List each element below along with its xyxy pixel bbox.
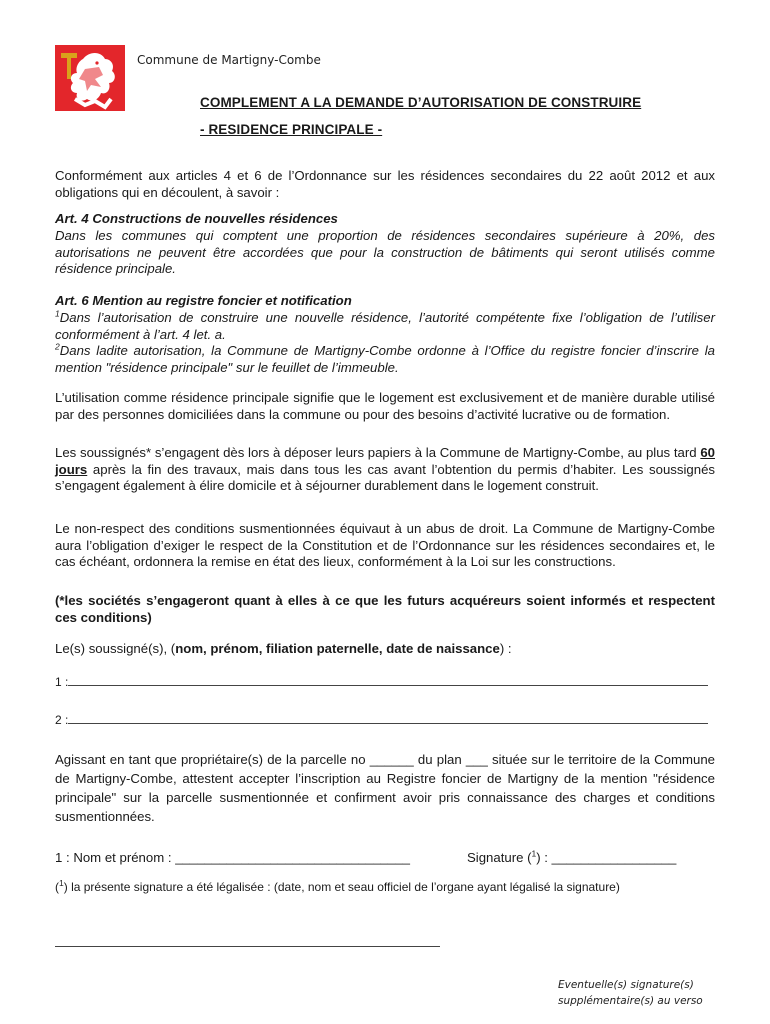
legalisation-signature-line[interactable] [55, 946, 440, 947]
name-signature-line[interactable] [55, 850, 455, 867]
soussignes-fields: nom, prénom, filiation paternelle, date de naissance [175, 641, 500, 656]
usage-paragraph: L’utilisation comme résidence principale signifie que le logement est exclusivement et de manière durable utilisé par des personnes domiciliées dans la commune ou pour des besoins d’activité lucrative ou de formation. [55, 390, 715, 422]
signatory-1-field[interactable] [68, 673, 708, 686]
signatory-line-2[interactable] [55, 711, 715, 729]
document-title: COMPLEMENT A LA DEMANDE D’AUTORISATION DE CONSTRUIRE [200, 95, 642, 110]
footer-line-1: Eventuelle(s) signature(s) [558, 979, 694, 991]
soussignes-suffix: ) : [499, 641, 512, 656]
commune-name: Commune de Martigny-Combe [137, 53, 321, 67]
art6-paragraph-2 [55, 343, 715, 376]
engagement-before: Les soussignés* s’engagent dès lors à déposer leurs papiers à la Commune de Martigny-Combe, au plus tard [55, 445, 701, 460]
signatory-1-label: 1 : [55, 675, 69, 689]
commune-coat-of-arms-logo [55, 45, 125, 111]
name-label: 1 : Nom et prénom : [55, 850, 176, 865]
signatory-2-label: 2 : [55, 713, 69, 727]
document-subtitle: - RESIDENCE PRINCIPALE - [200, 122, 383, 137]
legalisation-note [55, 879, 715, 896]
deadline-60-days: 60 jours [55, 445, 715, 477]
engagement-paragraph [55, 445, 715, 495]
name-blank-field[interactable]: ________________________________ [175, 850, 410, 865]
art6-p1-text: Dans l’autorisation de construire une nouvelle résidence, l’autorité compétente fixe l’obligation de l’utiliser conformément à l’art. 4 let. a. [55, 310, 715, 342]
footer-line-2: supplémentaire(s) au verso [558, 995, 703, 1007]
art6-p1-number: 1 [55, 308, 60, 319]
signature-footnote-ref: 1 [531, 848, 537, 859]
art4-text: Dans les communes qui comptent une proportion de résidences secondaires supérieure à 20%, des autorisations ne peuvent être accordées que pour la construction de bâtiments qui seront utilisés comme résidence principale. [55, 228, 715, 276]
art6-heading: Art. 6 Mention au registre foncier et notification [55, 293, 352, 308]
signature-blank-field[interactable]: _________________ [551, 850, 677, 865]
signature-label-pre: Signature ( [467, 850, 532, 865]
art4-heading: Art. 4 Constructions de nouvelles résidences [55, 211, 338, 226]
engagement-after: après la fin des travaux, mais dans tous les cas avant l’obtention du permis d’habiter. Les soussignés s’engagent également à élire domicile et à séjourner durablement dans le logement construit. [55, 461, 715, 493]
signature-label-post: ) : [536, 850, 552, 865]
legal-note-text: ) la présente signature a été légalisée : (date, nom et seau officiel de l’organe ayant légalisé la signature) [63, 880, 620, 894]
soussignes-prefix: Le(s) soussigné(s), ( [55, 641, 176, 656]
signatory-line-1[interactable] [55, 673, 715, 691]
art6-p2-number: 2 [55, 341, 60, 352]
legal-note-pre: ( [55, 880, 59, 894]
intro-paragraph: Conformément aux articles 4 et 6 de l’Ordonnance sur les résidences secondaires du 22 août 2012 et aux obligations qui en découlent, à savoir : [55, 168, 715, 200]
footer-note [558, 977, 703, 1009]
agissant-paragraph: Agissant en tant que propriétaire(s) de la parcelle no ______ du plan ___ située sur le territoire de la Commune de Martigny-Combe, attestent accepter l’inscription au Registre foncier de Martigny de la mention "résidence principale" sur la parcelle susmentionnée et confirment avoir pris connaissance des charges et conditions susmentionnées. [55, 752, 715, 824]
art6-p2-text: Dans ladite autorisation, la Commune de Martigny-Combe ordonne à l’Office du registre foncier d’inscrire la mention "résidence principale" sur le feuillet de l’immeuble. [55, 343, 715, 375]
art6-paragraph-1 [55, 310, 715, 343]
societes-note: (*les sociétés s’engageront quant à elles à ce que les futurs acquéreurs soient informés et respectent ces conditions) [55, 593, 715, 625]
legal-note-ref: 1 [59, 878, 64, 888]
signature-field-line[interactable] [467, 850, 717, 867]
soussignes-label [55, 641, 715, 658]
signatory-2-field[interactable] [68, 711, 708, 724]
nonrespect-paragraph: Le non-respect des conditions susmentionnées équivaut à un abus de droit. La Commune de Martigny-Combe aura l’obligation d’exiger le respect de la Constitution et de l’Ordonnance sur les résidences secondaires et, le cas échéant, ordonnera la remise en état des lieux, conformément à la Loi sur les constructions. [55, 521, 715, 569]
